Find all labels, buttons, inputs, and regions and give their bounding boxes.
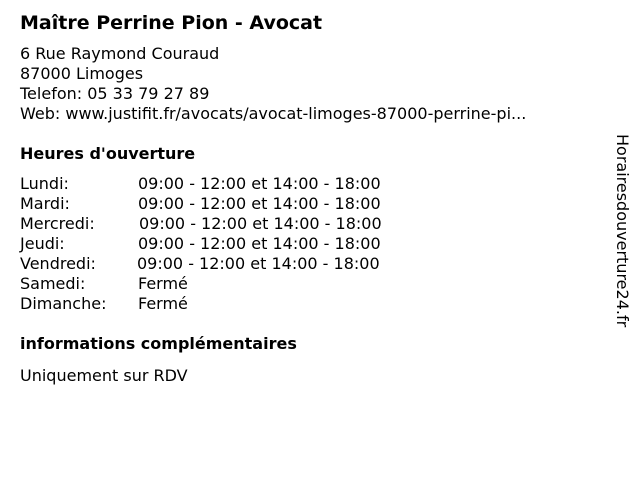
address-city: 87000 Limoges xyxy=(20,64,144,83)
day-label: Mardi: xyxy=(20,194,70,213)
day-label: Vendredi: xyxy=(20,254,96,273)
site-watermark xyxy=(612,134,636,374)
day-label: Samedi: xyxy=(20,274,86,293)
hours-value: 09:00 - 12:00 et 14:00 - 18:00 xyxy=(139,214,382,233)
address-block xyxy=(20,44,526,124)
address-street: 6 Rue Raymond Couraud xyxy=(20,44,220,63)
additional-info-text: Uniquement sur RDV xyxy=(20,366,188,385)
opening-hours-heading: Heures d'ouverture xyxy=(20,144,196,163)
hours-value: Fermé xyxy=(138,294,188,313)
day-label: Mercredi: xyxy=(20,214,95,233)
page-title: Maître Perrine Pion - Avocat xyxy=(20,12,323,34)
hours-value: Fermé xyxy=(138,274,188,293)
watermark-text: Horairesdouverture24.fr xyxy=(613,134,632,328)
additional-info-heading: informations complémentaires xyxy=(20,334,297,353)
hours-value: 09:00 - 12:00 et 14:00 - 18:00 xyxy=(138,234,381,253)
phone-number[interactable]: Telefon: 05 33 79 27 89 xyxy=(20,84,210,103)
day-label: Jeudi: xyxy=(20,234,65,253)
day-label: Dimanche: xyxy=(20,294,107,313)
hours-value: 09:00 - 12:00 et 14:00 - 18:00 xyxy=(138,194,381,213)
hours-value: 09:00 - 12:00 et 14:00 - 18:00 xyxy=(137,254,380,273)
website-link[interactable]: Web: www.justifit.fr/avocats/avocat-limoges-87000-perrine-pi... xyxy=(20,104,527,123)
day-label: Lundi: xyxy=(20,174,69,193)
hours-value: 09:00 - 12:00 et 14:00 - 18:00 xyxy=(138,174,381,193)
